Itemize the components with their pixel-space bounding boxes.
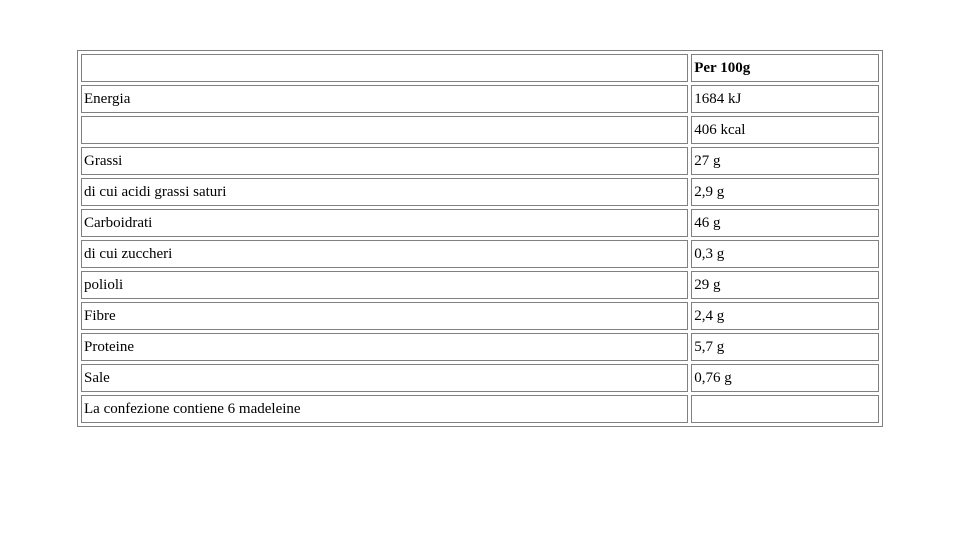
table-row	[81, 395, 879, 423]
nutrient-label: Carboidrati	[81, 209, 688, 237]
nutrient-label: Proteine	[81, 333, 688, 361]
nutrient-value: 46 g	[691, 209, 879, 237]
package-note-label: La confezione contiene 6 madeleine	[81, 395, 688, 423]
header-per-100g-cell: Per 100g	[691, 54, 879, 82]
nutrient-value: 2,9 g	[691, 178, 879, 206]
nutrient-value: 27 g	[691, 147, 879, 175]
table-row	[81, 147, 879, 175]
nutrient-value: 0,76 g	[691, 364, 879, 392]
table-row	[81, 240, 879, 268]
nutrient-value: 2,4 g	[691, 302, 879, 330]
table-header-row	[81, 54, 879, 82]
table-row	[81, 116, 879, 144]
nutrient-label: Sale	[81, 364, 688, 392]
nutrient-label: Fibre	[81, 302, 688, 330]
nutrient-label: di cui acidi grassi saturi	[81, 178, 688, 206]
nutrient-value: 0,3 g	[691, 240, 879, 268]
nutrient-value: 29 g	[691, 271, 879, 299]
nutrient-label: polioli	[81, 271, 688, 299]
nutrient-label	[81, 116, 688, 144]
nutrition-table	[77, 50, 883, 427]
header-label-cell	[81, 54, 688, 82]
nutrient-label: Grassi	[81, 147, 688, 175]
table-row	[81, 302, 879, 330]
table-row	[81, 364, 879, 392]
table-row	[81, 209, 879, 237]
table-row	[81, 178, 879, 206]
nutrient-label: Energia	[81, 85, 688, 113]
table-row	[81, 333, 879, 361]
nutrient-value: 1684 kJ	[691, 85, 879, 113]
nutrient-value: 406 kcal	[691, 116, 879, 144]
nutrient-label: di cui zuccheri	[81, 240, 688, 268]
table-row	[81, 85, 879, 113]
package-note-value	[691, 395, 879, 423]
nutrient-value: 5,7 g	[691, 333, 879, 361]
table-row	[81, 271, 879, 299]
